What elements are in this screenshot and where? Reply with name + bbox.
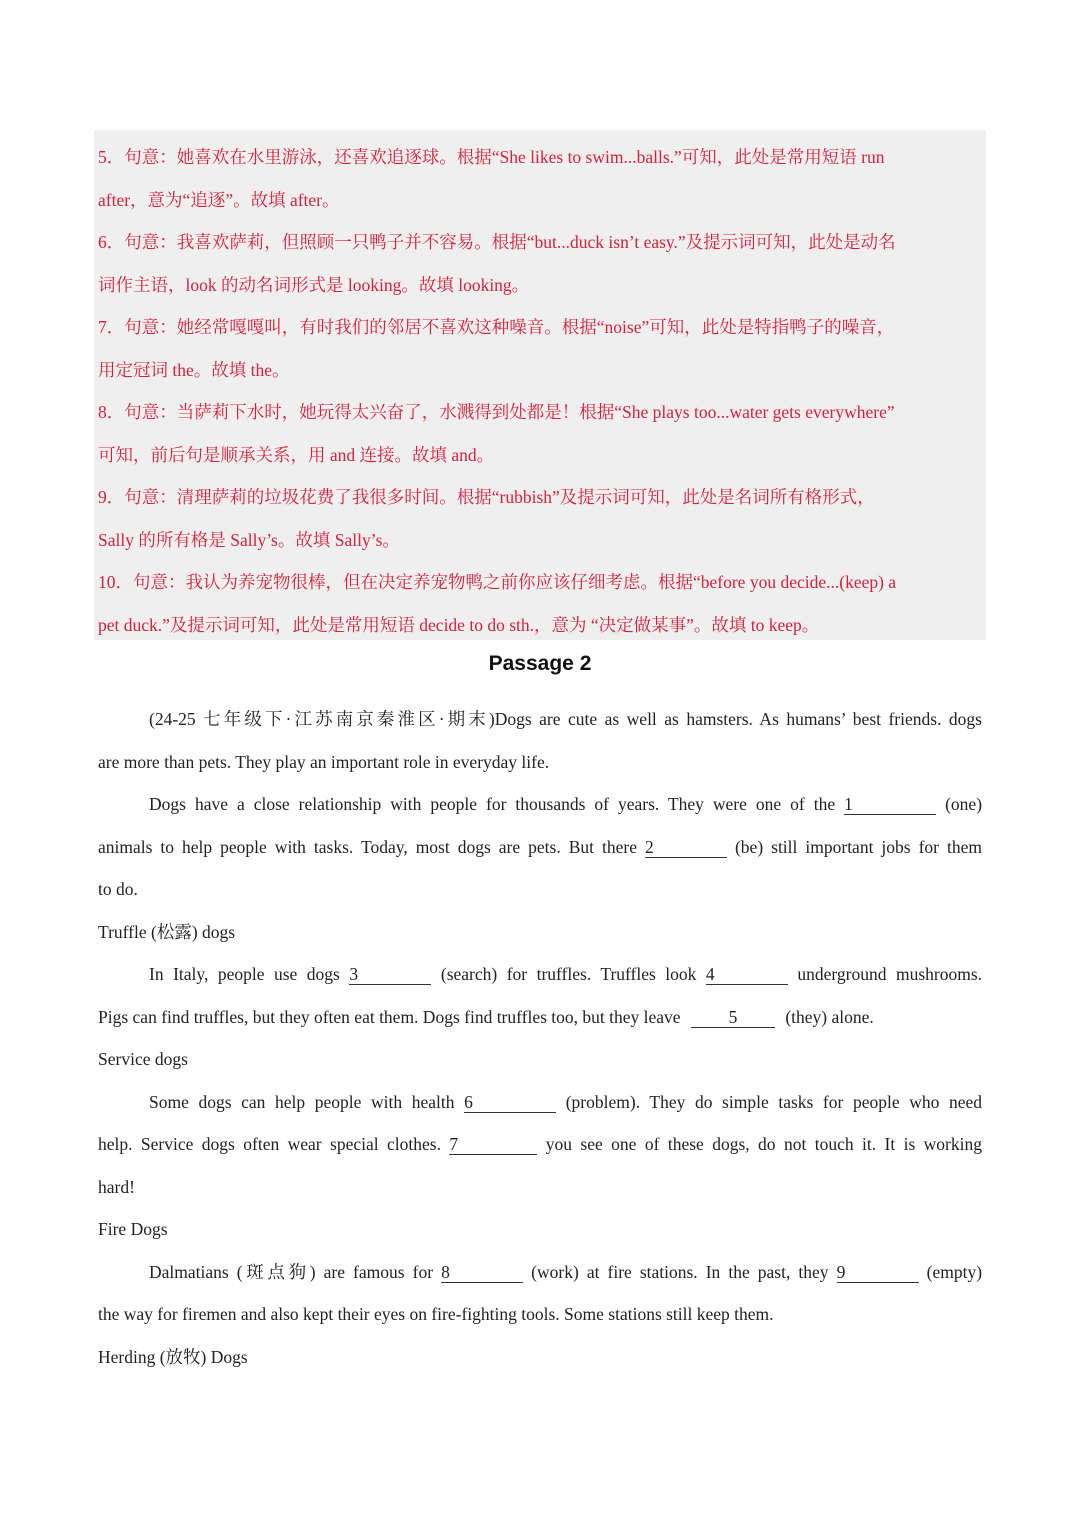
answer-line: 10．句意：我认为养宠物很棒，但在决定养宠物鸭之前你应该仔细考虑。根据“before you decide...(keep) a: [98, 572, 897, 592]
answer-line: Sally 的所有格是 Sally’s。故填 Sally’s。: [98, 529, 400, 550]
intro-line-2: are more than pets. They play an important role in everyday life.: [98, 751, 550, 772]
sentence-text: Some dogs can help people with health: [149, 1091, 455, 1112]
sentence-text: (work) at fire stations. In the past, they: [531, 1261, 829, 1282]
paragraph-3-line-1: [98, 1081, 982, 1124]
sentence-text: animals to help people with tasks. Today, most dogs are pets. But there: [98, 836, 637, 857]
paragraph-3-line-3: hard!: [98, 1176, 135, 1197]
passage-body: [98, 698, 982, 1378]
sentence-text: Pigs can find truffles, but they often eat them. Dogs find truffles too, but they leave: [98, 1006, 681, 1027]
paragraph-2-line-1: [98, 953, 982, 996]
blank-8: 8: [441, 1262, 523, 1283]
answer-line: 9．句意：清理萨莉的垃圾花费了我很多时间。根据“rubbish”及提示词可知，此处是名词所有格形式，: [98, 487, 875, 507]
sentence-text: Dogs have a close relationship with people for thousands of years. They were one of the: [149, 794, 836, 814]
sentence-text: help. Service dogs often wear special clothes.: [98, 1134, 441, 1154]
paragraph-4-line-2: the way for firemen and also kept their eyes on fire-fighting tools. Some stations still keep them.: [98, 1304, 774, 1324]
answer-explanations: [94, 130, 986, 640]
answer-line: 6．句意：我喜欢萨莉，但照顾一只鸭子并不容易。根据“but...duck isn’t easy.”及提示词可知，此处是动名: [98, 232, 896, 252]
blank-2: 2: [645, 837, 727, 858]
blank-3: 3: [349, 964, 431, 985]
heading-service-dogs: Service dogs: [98, 1049, 188, 1069]
blank-6: 6: [464, 1092, 556, 1113]
paragraph-4-line-1: [98, 1251, 982, 1294]
heading-truffle-dogs: Truffle (松露) dogs: [98, 921, 236, 942]
blank-1: 1: [844, 794, 936, 815]
answer-line: 可知，前后句是顺承关系，用 and 连接。故填 and。: [98, 444, 495, 465]
blank-5: 5: [691, 1007, 775, 1028]
sentence-text: (empty): [926, 1261, 983, 1282]
blank-4: 4: [706, 964, 788, 985]
paragraph-2-line-2: [98, 996, 982, 1039]
sentence-text: (one): [945, 794, 983, 814]
sentence-text: Dalmatians (斑点狗) are famous for: [149, 1261, 434, 1282]
sentence-text: (be) still important jobs for them: [734, 836, 982, 857]
answer-line: after，意为“追逐”。故填 after。: [98, 189, 340, 210]
paragraph-1-line-2: [98, 826, 982, 869]
answer-line: pet duck.”及提示词可知，此处是常用短语 decide to do sth.，意为 “决定做某事”。故填 to keep。: [98, 614, 820, 635]
blank-7: 7: [449, 1134, 537, 1155]
blank-9: 9: [837, 1262, 919, 1283]
paragraph-3-line-2: [98, 1123, 982, 1166]
sentence-text: (problem). They do simple tasks for people who need: [565, 1091, 982, 1112]
answer-line: 5．句意：她喜欢在水里游泳，还喜欢追逐球。根据“She likes to swim...balls.”可知，此处是常用短语 run: [98, 147, 885, 167]
intro-line-1: (24-25 七年级下·江苏南京秦淮区·期末)Dogs are cute as well as hamsters. As humans’ best friends. dogs: [149, 709, 982, 729]
answer-line: 7．句意：她经常嘎嘎叫，有时我们的邻居不喜欢这种噪音。根据“noise”可知，此处是特指鸭子的噪音，: [98, 317, 895, 337]
sentence-text: In Italy, people use dogs: [149, 964, 340, 984]
sentence-text: (search) for truffles. Truffles look: [440, 964, 697, 984]
paragraph-1-line-3: to do.: [98, 879, 138, 899]
sentence-text: underground mushrooms.: [797, 964, 983, 984]
sentence-text: (they) alone.: [785, 1006, 874, 1027]
heading-herding-dogs: Herding (放牧) Dogs: [98, 1346, 248, 1367]
answer-line: 词作主语，look 的动名词形式是 looking。故填 looking。: [98, 274, 530, 295]
sentence-text: you see one of these dogs, do not touch it. It is working: [545, 1134, 983, 1154]
answer-line: 用定冠词 the。故填 the。: [98, 359, 290, 380]
passage-title: Passage 2: [488, 652, 592, 675]
heading-fire-dogs: Fire Dogs: [98, 1219, 168, 1239]
paragraph-1-line-1: [98, 783, 982, 826]
answer-line: 8．句意：当萨莉下水时，她玩得太兴奋了，水溅得到处都是！根据“She plays too...water gets everywhere”: [98, 402, 895, 422]
